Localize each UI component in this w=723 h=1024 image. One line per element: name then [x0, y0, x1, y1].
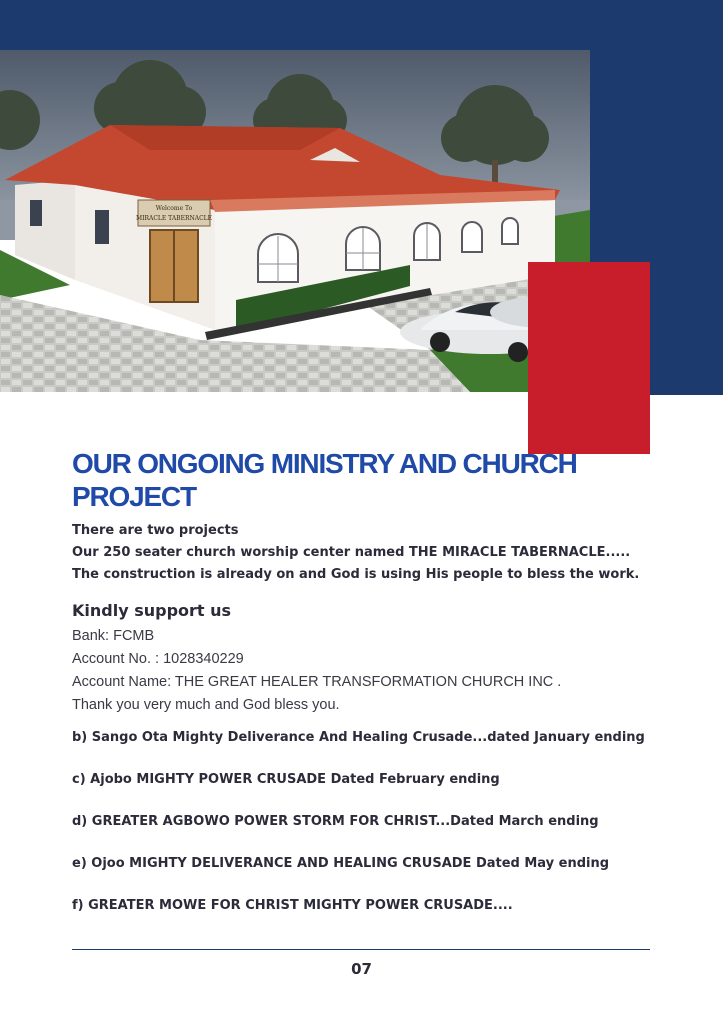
- account-name: Account Name: THE GREAT HEALER TRANSFORMATION CHURCH INC .: [72, 674, 562, 690]
- support-heading: Kindly support us: [72, 601, 232, 620]
- page-title: OUR ONGOING MINISTRY AND CHURCH PROJECT: [72, 448, 577, 512]
- thank-you-note: Thank you very much and God bless you.: [72, 697, 340, 713]
- crusade-item: b) Sango Ota Mighty Deliverance And Healing Crusade...dated January ending: [72, 730, 645, 745]
- intro-line: The construction is already on and God is using His people to bless the work.: [72, 567, 640, 582]
- page-number: 07: [351, 960, 372, 978]
- intro-line: There are two projects: [72, 523, 239, 538]
- church-building-rendering: [0, 50, 590, 392]
- intro-line: Our 250 seater church worship center named THE MIRACLE TABERNACLE.....: [72, 545, 631, 560]
- render-sign-line-2: MIRACLE TABERNACLE: [135, 215, 213, 222]
- decorative-red-block: [528, 262, 650, 454]
- account-number: Account No. : 1028340229: [72, 651, 244, 667]
- crusade-list: [72, 727, 702, 917]
- bank-details: [72, 625, 692, 717]
- footer-divider: [72, 949, 650, 950]
- crusade-item: d) GREATER AGBOWO POWER STORM FOR CHRIST...Dated March ending: [72, 814, 599, 829]
- crusade-item: e) Ojoo MIGHTY DELIVERANCE AND HEALING CRUSADE Dated May ending: [72, 856, 610, 871]
- project-intro: [72, 520, 692, 586]
- render-sign-line-1: Welcome To: [155, 205, 193, 212]
- crusade-item: c) Ajobo MIGHTY POWER CRUSADE Dated February ending: [72, 772, 500, 787]
- crusade-item: f) GREATER MOWE FOR CHRIST MIGHTY POWER CRUSADE....: [72, 898, 513, 913]
- bank-name: Bank: FCMB: [72, 628, 155, 644]
